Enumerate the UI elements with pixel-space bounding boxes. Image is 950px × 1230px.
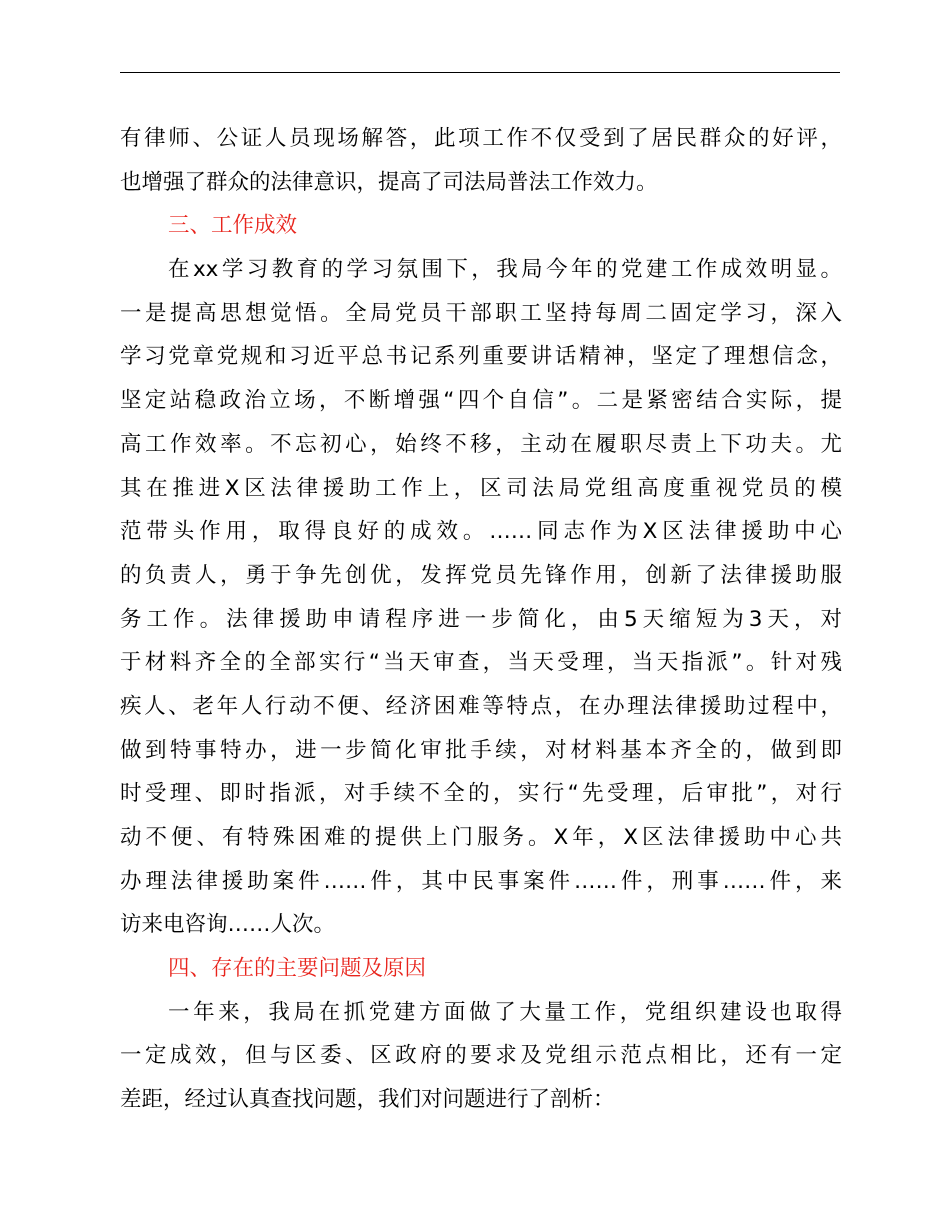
paragraph-line: 动不便、有特殊困难的提供上门服务。X年，X区法律援助中心共 [120,825,842,850]
paragraph-line: 做到特事特办，进一步简化审批手续，对材料基本齐全的，做到即 [120,737,842,763]
paragraph-line: 学习党章党规和习近平总书记系列重要讲话精神，坚定了理想信念， [120,344,842,370]
paragraph-line: 一定成效，但与区委、区政府的要求及党组示范点相比，还有一定 [120,1043,842,1069]
paragraph-line: 于材料齐全的全部实行“当天审查，当天受理，当天指派”。针对残 [120,650,842,676]
paragraph-line: 一年来，我局在抓党建方面做了大量工作，党组织建设也取得 [168,999,842,1025]
paragraph-line: 办理法律援助案件……件，其中民事案件……件，刑事……件，来 [120,868,842,894]
section-heading-results: 三、工作成效 [168,213,298,239]
body-text [120,117,842,1122]
section-heading-problems: 四、存在的主要问题及原因 [168,956,427,982]
paragraph-line: 时受理、即时指派，对手续不全的，实行“先受理，后审批”，对行 [120,781,842,807]
paragraph-line: 在xx学习教育的学习氛围下，我局今年的党建工作成效明显。 [168,257,842,283]
header-rule [120,72,840,73]
paragraph-line: 范带头作用，取得良好的成效。……同志作为X区法律援助中心 [120,519,842,545]
paragraph-line: 差距，经过认真查找问题，我们对问题进行了剖析： [120,1087,615,1113]
paragraph-line: 有律师、公证人员现场解答，此项工作不仅受到了居民群众的好评， [120,126,842,151]
paragraph-line: 高工作效率。不忘初心，始终不移，主动在履职尽责上下功夫。尤 [120,431,842,457]
paragraph-line: 也增强了群众的法律意识，提高了司法局普法工作效力。 [120,169,658,195]
paragraph-line: 一是提高思想觉悟。全局党员干部职工坚持每周二固定学习，深入 [120,300,842,326]
paragraph-line: 访来电咨询……人次。 [120,912,336,938]
paragraph-line: 疾人、老年人行动不便、经济困难等特点，在办理法律援助过程中， [120,693,842,719]
paragraph-line: 的负责人，勇于争先创优，发挥党员先锋作用，创新了法律援助服 [120,562,842,588]
paragraph-line: 其在推进X区法律援助工作上，区司法局党组高度重视党员的模 [120,475,842,501]
paragraph-line: 务工作。法律援助申请程序进一步简化，由5天缩短为3天，对 [120,606,842,632]
paragraph-line: 坚定站稳政治立场，不断增强“四个自信”。二是紧密结合实际，提 [120,388,842,414]
